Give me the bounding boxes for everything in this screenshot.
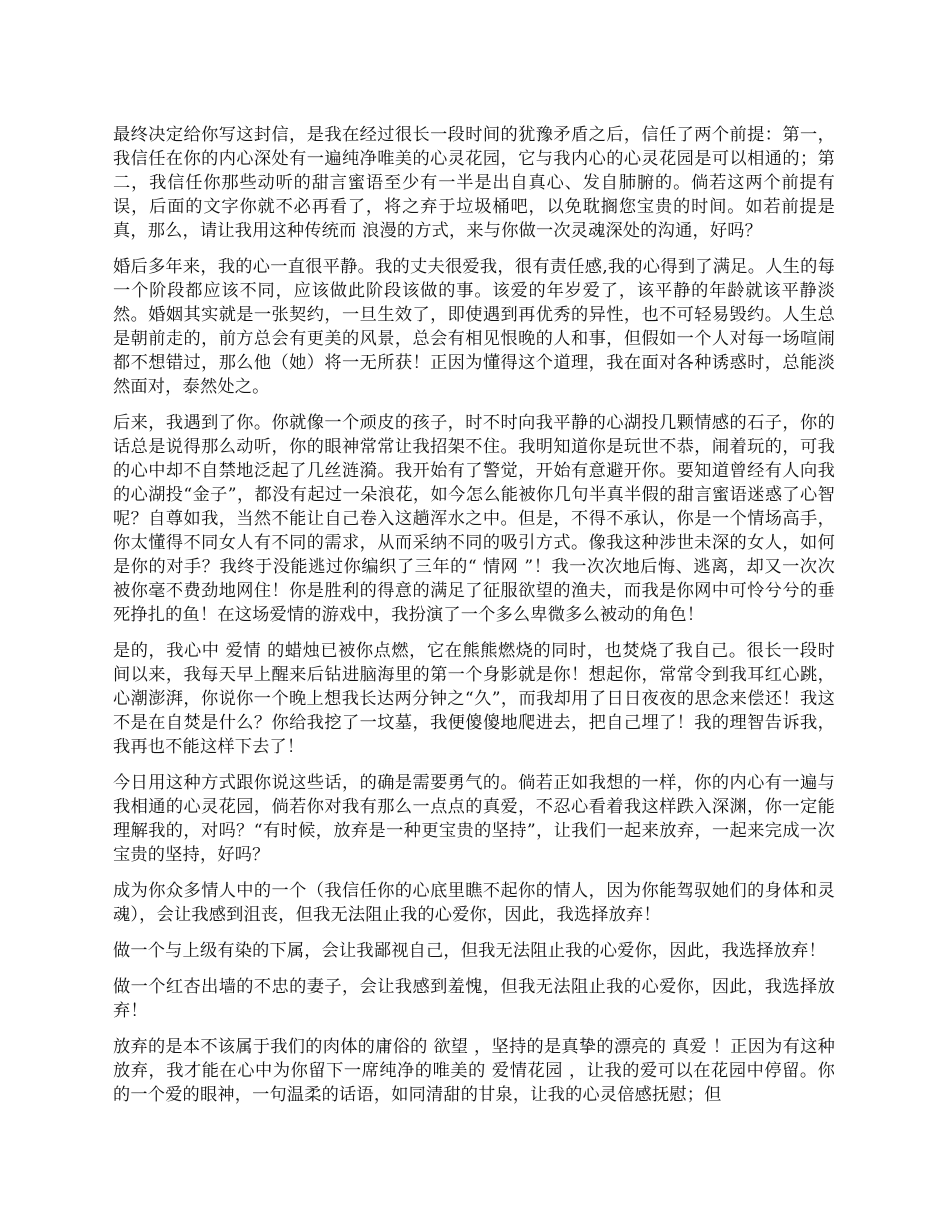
paragraph-2: 婚后多年来，我的心一直很平静。我的丈夫很爱我，很有责任感,我的心得到了满足。人生的每一个阶段都应该不同，应该做此阶段该做的事。该爱的年岁爱了，该平静的年龄就该平静淡然。婚姻其实就是一张契约，一旦生效了，即使遇到再优秀的异性，也不可轻易毁约。人生总是朝前走的，前方总会有更美的风景，总会有相见恨晚的人和事，但假如一个人对每一场喧闹都不想错过，那么他（她）将一无所获！正因为懂得这个道理，我在面对各种诱惑时，总能淡然面对，泰然处之。	[113, 257, 835, 397]
paragraph-4: 是的，我心中 爱情 的蜡烛已被你点燃，它在熊熊燃烧的同时，也焚烧了我自己。很长一段时间以来，我每天早上醒来后钻进脑海里的第一个身影就是你！想起你，常常令到我耳红心跳，心潮澎湃，你说你一个晚上想我长达两分钟之“久”，而我却用了日日夜夜的思念来偿还！我这不是在自焚是什么？你给我挖了一坟墓，我便傻傻地爬进去，把自己埋了！我的理智告诉我，我再也不能这样下去了！	[113, 641, 835, 757]
paragraph-7: 做一个与上级有染的下属，会让我鄙视自己，但我无法阻止我的心爱你，因此，我选择放弃！	[113, 941, 826, 961]
paragraph-6: 成为你众多情人中的一个（我信任你的心底里瞧不起你的情人，因为你能驾驭她们的身体和灵魂），会让我感到沮丧，但我无法阻止我的心爱你，因此，我选择放弃！	[113, 881, 835, 925]
paragraph-8: 做一个红杏出墙的不忠的妻子，会让我感到羞愧，但我无法阻止我的心爱你，因此，我选择放弃！	[113, 977, 835, 1021]
paragraph-5: 今日用这种方式跟你说这些话，的确是需要勇气的。倘若正如我想的一样，你的内心有一遍与我相通的心灵花园，倘若你对我有那么一点点的真爱，不忍心看着我这样跌入深渊，你一定能理解我的，对吗？“有时候，放弃是一种更宝贵的坚持”，让我们一起来放弃，一起来完成一次宝贵的坚持，好吗？	[113, 773, 835, 865]
paragraph-3: 后来，我遇到了你。你就像一个顽皮的孩子，时不时向我平静的心湖投几颗情感的石子，你的话总是说得那么动听，你的眼神常常让我招架不住。我明知道你是玩世不恭，闹着玩的，可我的心中却不自禁地泛起了几丝涟漪。我开始有了警觉，开始有意避开你。要知道曾经有人向我的心湖投“金子”，都没有起过一朵浪花，如今怎么能被你几句半真半假的甜言蜜语迷惑了心智呢？自尊如我，当然不能让自己卷入这趟浑水之中。但是，不得不承认，你是一个情场高手，你太懂得不同女人有不同的需求，从而采纳不同的吸引方式。像我这种涉世未深的女人，如何是你的对手？我终于没能逃过你编织了三年的“ 情网 ”！我一次次地后悔、逃离，却又一次次被你毫不费劲地网住！你是胜利的得意的满足了征服欲望的渔夫，而我是你网中可怜兮兮的垂死挣扎的鱼！在这场爱情的游戏中，我扮演了一个多么卑微多么被动的角色！	[113, 413, 835, 625]
letter-body	[113, 123, 835, 1119]
paragraph-9: 放弃的是本不该属于我们的肉体的庸俗的 欲望 ，坚持的是真挚的漂亮的 真爱 ！正因为有这种放弃，我才能在心中为你留下一席纯净的唯美的 爱情花园 ，让我的爱可以在花园中停留。你的一个爱的眼神，一句温柔的话语，如同清甜的甘泉，让我的心灵倍感抚慰；但	[113, 1037, 835, 1105]
paragraph-1: 最终决定给你写这封信，是我在经过很长一段时间的犹豫矛盾之后，信任了两个前提：第一，我信任在你的内心深处有一遍纯净唯美的心灵花园，它与我内心的心灵花园是可以相通的；第二，我信任你那些动听的甜言蜜语至少有一半是出自真心、发自肺腑的。倘若这两个前提有误，后面的文字你就不必再看了，将之弃于垃圾桶吧，以免耽搁您宝贵的时间。如若前提是真，那么，请让我用这种传统而 浪漫的方式，来与你做一次灵魂深处的沟通，好吗？	[113, 125, 835, 241]
